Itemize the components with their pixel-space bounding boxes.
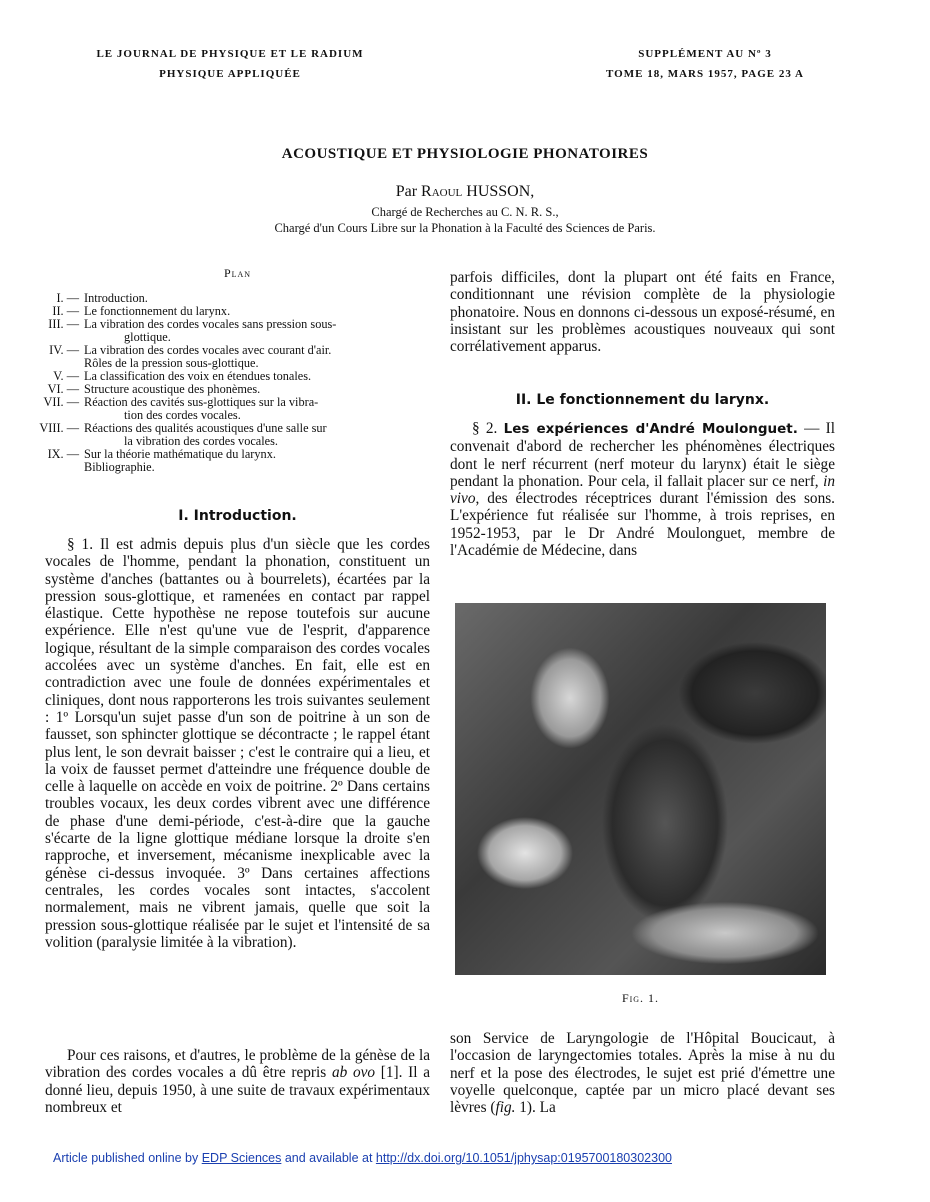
plan-item-number: VI. — bbox=[47, 382, 79, 396]
paragraph-2-text-a: Pour ces raisons, et d'autres, le problème de la génèse de la vibration des cordes vocales a dû être repris bbox=[45, 1047, 430, 1082]
plan-item-title: Réactions des qualités acoustiques d'une salle sur bbox=[84, 421, 327, 435]
paragraph-5-text-b: 1). La bbox=[515, 1099, 556, 1117]
paragraph-4-bold-title: Les expériences d'André Moulonguet. bbox=[503, 421, 798, 437]
paragraph-4-text-b: , des électrodes réceptrices durant l'émission des sons. L'expérience fut réalisée sur l'homme, à trois reprises, en 1952-1953, par le Dr André Moulonguet, membre de l'Académie de Médecine, dans bbox=[450, 490, 835, 560]
paragraph-5 bbox=[450, 1030, 835, 1116]
publication-footer bbox=[53, 1151, 672, 1165]
author-last-name: HUSSON, bbox=[466, 183, 535, 200]
table-of-contents bbox=[20, 292, 435, 474]
paragraph-1: § 1. Il est admis depuis plus d'un siècle que les cordes vocales de l'homme, pendant la phonation, constituent un système d'anches (battantes ou à bourrelets), écartées par la pression sous-glottique, et ramenées en contact par rappel élastique. Cette hypothèse ne repose toutefois sur aucune expérience. Elle n'est qu'une vue de l'esprit, d'apparence logique, résultant de la simple comparaison des cordes vocales accolées avec un système d'anches. En fait, elle est en contradiction avec une foule de données expérimentales et cliniques, dont nous rapporterons les trois suivantes seulement : 1º Lorsqu'un sujet passe d'un son de poitrine à un son de fausset, son sphincter glottique se décontracte ; le rappel étant plus lent, le son devrait baisser ; c'est le contraire qui a lieu, et la voix de fausset permet d'atteindre une fréquence double de celle à laquelle on accède en voix de poitrine. 2º Dans certains troubles vocaux, les deux cordes vibrent avec une différence de phase d'une demi-période, c'est-à-dire que la gauche s'écarte de la ligne glottique médiane lorsque la droite s'en rapproche, et inversement, mécanisme inexplicable avec la génèse ci-dessus invoquée. 3º Dans certaines affections centrales, les cordes vocales sont intactes, s'accolent normalement, mais ne vibrent jamais, quelle que soit la pression sous-glottique réalisée par le sujet et l'intensité de sa volition (paralysie limitée à la vibration). bbox=[45, 536, 430, 951]
section-heading-larynx: II. Le fonctionnement du larynx. bbox=[515, 392, 770, 408]
plan-item-title: La vibration des cordes vocales avec courant d'air. bbox=[84, 343, 332, 357]
plan-item-continuation: glottique. bbox=[124, 330, 171, 344]
plan-item-number: V. — bbox=[53, 369, 79, 383]
paragraph-4-emphasis: in vivo bbox=[450, 472, 835, 508]
plan-item-number: IX. — bbox=[47, 447, 79, 461]
paragraph-4-lead: § 2. bbox=[472, 420, 504, 437]
paragraph-2-emphasis: ab ovo bbox=[331, 1064, 376, 1082]
plan-item-title: Réaction des cavités sus-glottiques sur la vibra- bbox=[84, 395, 319, 409]
plan-item-number: VII. — bbox=[43, 395, 79, 409]
plan-item-continuation: la vibration des cordes vocales. bbox=[124, 434, 278, 448]
plan-item-title: La vibration des cordes vocales sans pression sous- bbox=[84, 317, 337, 331]
affiliation-1: Chargé de Recherches au C. N. R. S., bbox=[371, 205, 559, 219]
footer-middle: and available at bbox=[281, 1151, 376, 1165]
paragraph-5-emphasis: fig. bbox=[495, 1099, 516, 1117]
plan-item-title: Structure acoustique des phonèmes. bbox=[84, 382, 261, 396]
doi-link[interactable]: http://dx.doi.org/10.1051/jphysap:0195700180302300 bbox=[375, 1151, 672, 1165]
figure-1-caption: Fig. 1. bbox=[621, 991, 660, 1005]
journal-section: PHYSIQUE APPLIQUÉE bbox=[159, 68, 301, 80]
plan-item-continuation: Rôles de la pression sous-glottique. bbox=[84, 356, 259, 370]
paragraph-2 bbox=[45, 1047, 430, 1116]
supplement-label: SUPPLÉMENT AU Nº 3 bbox=[638, 48, 772, 60]
plan-item-number: III. — bbox=[48, 317, 79, 331]
plan-item-number: IV. — bbox=[49, 343, 79, 357]
plan-item-continuation: tion des cordes vocales. bbox=[124, 408, 241, 422]
affiliation-2: Chargé d'un Cours Libre sur la Phonation à la Faculté des Sciences de Paris. bbox=[274, 221, 656, 235]
plan-item-number: VIII. — bbox=[39, 421, 79, 435]
journal-header bbox=[80, 44, 380, 84]
plan-item bbox=[20, 448, 435, 461]
plan-item-title: Sur la théorie mathématique du larynx. bbox=[84, 447, 276, 461]
paragraph-3: parfois difficiles, dont la plupart ont été faits en France, conditionnant une révision complète de la physiologie phonatoire. Nous en donnons ci-dessous un exposé-résumé, en insistant sur les problèmes acoustiques nouveaux qui sont corrélativement apparus. bbox=[450, 269, 835, 356]
plan-heading: Plan bbox=[223, 266, 252, 280]
paragraph-2-text-b: [1]. Il a donné lieu, depuis 1950, à une suite de travaux expérimentaux nombreux et bbox=[45, 1064, 430, 1116]
plan-item-title: La classification des voix en étendues tonales. bbox=[84, 369, 312, 383]
plan-item-continuation: Bibliographie. bbox=[84, 460, 155, 474]
author-prefix: Par bbox=[395, 183, 418, 200]
publisher-link[interactable]: EDP Sciences bbox=[201, 1151, 282, 1165]
figure-1-photo bbox=[455, 603, 826, 975]
paragraph-4-text-a: — Il convenait d'abord de rechercher les phénomènes électriques dont le nerf récurrent (nerf moteur du larynx) était le siège pendant la phonation. Pour cela, il fallait placer sur ce nerf, bbox=[450, 420, 835, 490]
plan-item-title: Introduction. bbox=[84, 291, 148, 305]
journal-name: LE JOURNAL DE PHYSIQUE ET LE RADIUM bbox=[96, 48, 364, 60]
author-line bbox=[0, 183, 930, 201]
section-heading-introduction: I. Introduction. bbox=[178, 508, 297, 524]
author-first-name: Raoul bbox=[421, 183, 463, 200]
footer-prefix: Article published online by bbox=[53, 1151, 202, 1165]
plan-item-number: I. — bbox=[56, 291, 79, 305]
volume-page-info: TOME 18, MARS 1957, PAGE 23 A bbox=[606, 68, 804, 80]
plan-item bbox=[20, 318, 435, 331]
article-title: ACOUSTIQUE ET PHYSIOLOGIE PHONATOIRES bbox=[281, 146, 649, 162]
paragraph-4 bbox=[450, 420, 835, 559]
plan-item-number: II. — bbox=[52, 304, 79, 318]
plan-item-title: Le fonctionnement du larynx. bbox=[84, 304, 231, 318]
issue-header bbox=[560, 44, 850, 84]
paragraph-5-text-a: son Service de Laryngologie de l'Hôpital Boucicaut, à l'occasion de laryngectomies totales. Après la mise à nu du nerf et la pose des électrodes, le sujet est prié d'émettre une voyelle quelconque, captée par un micro placé devant ses lèvres ( bbox=[450, 1030, 835, 1117]
